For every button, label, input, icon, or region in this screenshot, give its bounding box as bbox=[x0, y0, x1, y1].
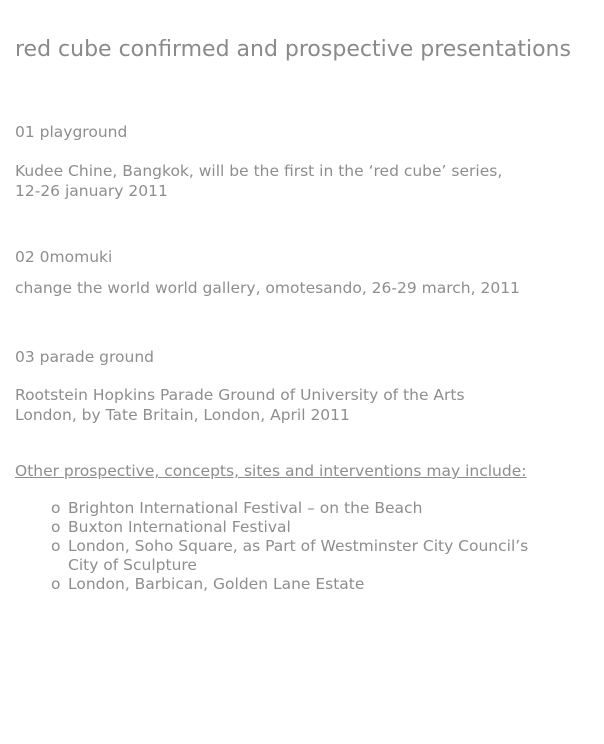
section-heading-omomuki: 02 0momuki bbox=[15, 248, 113, 266]
bullet-icon: o bbox=[51, 518, 61, 536]
section-heading-parade-ground: 03 parade ground bbox=[15, 348, 155, 366]
list-item bbox=[51, 575, 581, 594]
list-item bbox=[51, 537, 581, 575]
section-text-omomuki bbox=[15, 278, 575, 298]
text-line: change the world world gallery, omotesando, 26-29 march, 2011 bbox=[15, 279, 520, 297]
bullet-icon: o bbox=[51, 499, 61, 517]
bullet-icon: o bbox=[51, 575, 61, 593]
list-item-text: City of Sculpture bbox=[68, 556, 197, 574]
text-line: London, by Tate Britain, London, April 2011 bbox=[15, 406, 350, 424]
list-item bbox=[51, 518, 581, 537]
text-line: 12-26 january 2011 bbox=[15, 182, 168, 200]
prospective-list bbox=[51, 499, 581, 594]
list-item-text: Buxton International Festival bbox=[68, 518, 291, 536]
section-text-playground bbox=[15, 161, 575, 201]
list-item-text: Brighton International Festival – on the Beach bbox=[68, 499, 423, 517]
text-line: Rootstein Hopkins Parade Ground of University of the Arts bbox=[15, 386, 465, 404]
bullet-icon: o bbox=[51, 537, 61, 555]
list-item-text: London, Soho Square, as Part of Westminster City Council’s bbox=[68, 537, 529, 555]
text-line: Kudee Chine, Bangkok, will be the first in the ‘red cube’ series, bbox=[15, 162, 503, 180]
section-text-parade-ground bbox=[15, 385, 575, 425]
list-item bbox=[51, 499, 581, 518]
prospective-intro: Other prospective, concepts, sites and interventions may include: bbox=[15, 462, 527, 480]
list-item-text: London, Barbican, Golden Lane Estate bbox=[68, 575, 365, 593]
section-heading-playground: 01 playground bbox=[15, 123, 128, 141]
page-title: red cube confirmed and prospective presentations bbox=[15, 37, 571, 62]
